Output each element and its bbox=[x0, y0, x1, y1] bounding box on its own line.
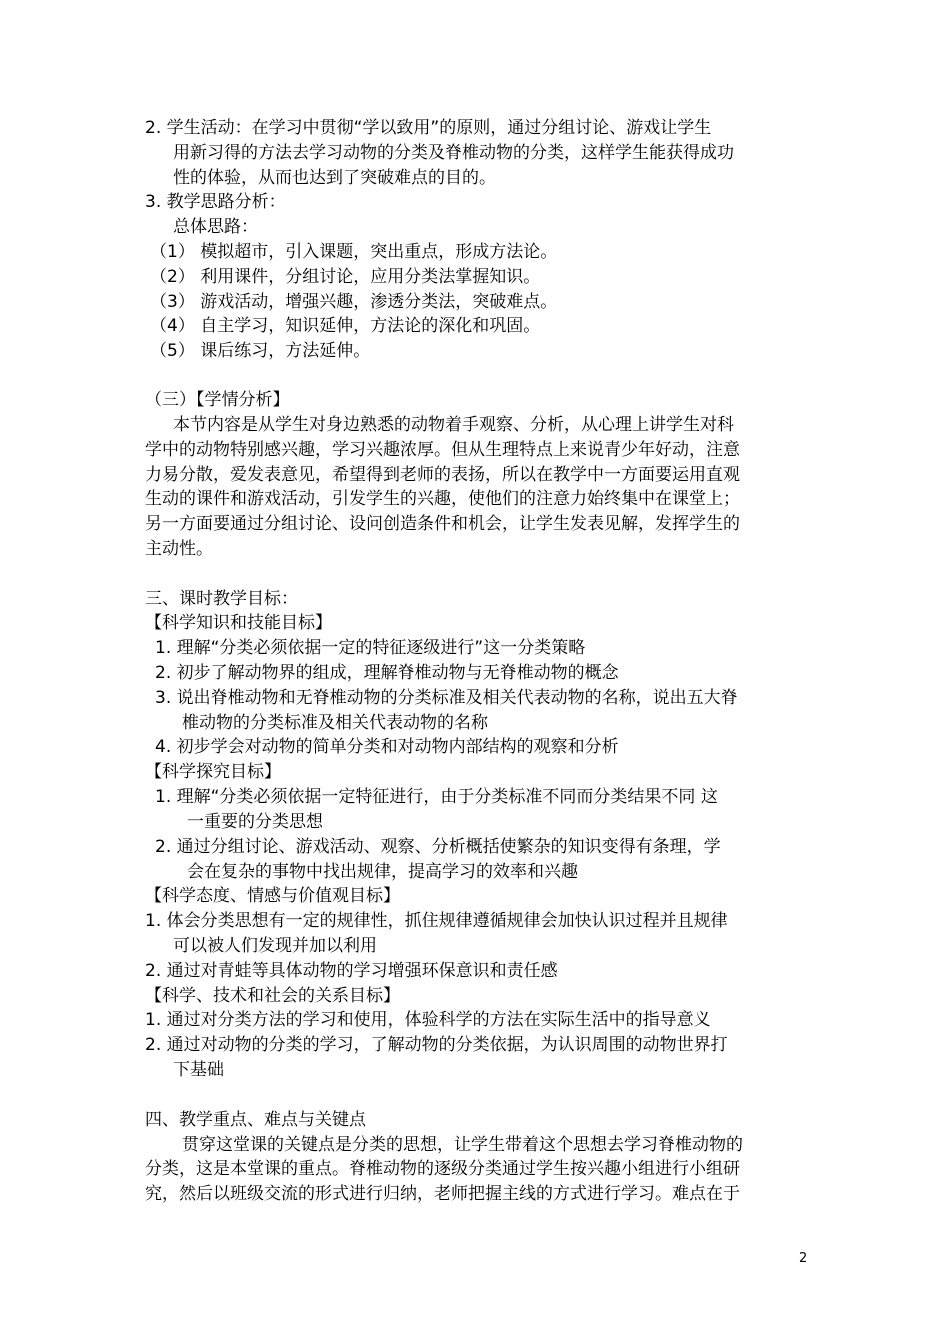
text-line: 2. 初步了解动物界的组成，理解脊椎动物与无脊椎动物的概念 bbox=[155, 663, 619, 683]
text-line: 分类，这是本堂课的重点。脊椎动物的逐级分类通过学生按兴趣小组进行小组研 bbox=[145, 1159, 740, 1179]
page-number: 2 bbox=[799, 1251, 808, 1266]
text-line: 3. 教学思路分析： bbox=[145, 192, 286, 212]
text-line: 本节内容是从学生对身边熟悉的动物着手观察、分析，从心理上讲学生对科 bbox=[173, 415, 734, 435]
text-line: （4） 自主学习，知识延伸，方法论的深化和巩固。 bbox=[150, 316, 541, 336]
text-line: 贯穿这堂课的关键点是分类的思想，让学生带着这个思想去学习脊椎动物的 bbox=[182, 1135, 743, 1155]
text-line: 3. 说出脊椎动物和无脊椎动物的分类标准及相关代表动物的名称，说出五大脊 bbox=[155, 688, 738, 708]
text-line: 2. 通过对动物的分类的学习，了解动物的分类依据，为认识周围的动物世界打 bbox=[145, 1035, 728, 1055]
text-line: 生动的课件和游戏活动，引发学生的兴趣，使他们的注意力始终集中在课堂上； bbox=[145, 489, 740, 509]
text-line: 力易分散，爱发表意见，希望得到老师的表扬，所以在教学中一方面要运用直观 bbox=[145, 465, 740, 485]
subsection-heading: 【科学知识和技能目标】 bbox=[145, 613, 332, 633]
text-line: （3） 游戏活动，增强兴趣，渗透分类法，突破难点。 bbox=[150, 292, 558, 312]
text-line: （2） 利用课件，分组讨论，应用分类法掌握知识。 bbox=[150, 267, 541, 287]
subsection-heading: 【科学探究目标】 bbox=[145, 762, 281, 782]
text-line: 总体思路： bbox=[173, 217, 258, 237]
text-line: 椎动物的分类标准及相关代表动物的名称 bbox=[182, 713, 488, 733]
text-line: （5） 课后练习，方法延伸。 bbox=[150, 341, 371, 361]
section-heading: （三）【学情分析】 bbox=[145, 390, 290, 410]
text-line: 1. 体会分类思想有一定的规律性，抓住规律遵循规律会加快认识过程并且规律 bbox=[145, 911, 728, 931]
text-line: 4. 初步学会对动物的简单分类和对动物内部结构的观察和分析 bbox=[155, 737, 619, 757]
section-heading: 三、课时教学目标： bbox=[145, 589, 298, 609]
text-line: 1. 理解“分类必须依据一定的特征逐级进行”这一分类策略 bbox=[155, 638, 586, 658]
text-line: 学中的动物特别感兴趣，学习兴趣浓厚。但从生理特点上来说青少年好动，注意 bbox=[145, 440, 740, 460]
text-line: 性的体验，从而也达到了突破难点的目的。 bbox=[173, 168, 496, 188]
text-line: 一重要的分类思想 bbox=[187, 812, 323, 832]
text-line: 1. 理解“分类必须依据一定特征进行，由于分类标准不同而分类结果不同 这 bbox=[155, 787, 718, 807]
text-line: 可以被人们发现并加以利用 bbox=[173, 936, 377, 956]
text-line: 下基础 bbox=[173, 1060, 224, 1080]
text-line: 究，然后以班级交流的形式进行归纳，老师把握主线的方式进行学习。难点在于 bbox=[145, 1184, 740, 1204]
text-line: （1） 模拟超市，引入课题，突出重点，形成方法论。 bbox=[150, 242, 558, 262]
text-line: 2. 通过对青蛙等具体动物的学习增强环保意识和责任感 bbox=[145, 961, 558, 981]
text-line: 1. 通过对分类方法的学习和使用，体验科学的方法在实际生活中的指导意义 bbox=[145, 1010, 711, 1030]
text-line: 另一方面要通过分组讨论、设问创造条件和机会，让学生发表见解，发挥学生的 bbox=[145, 514, 740, 534]
text-line: 2. 通过分组讨论、游戏活动、观察、分析概括使繁杂的知识变得有条理，学 bbox=[155, 837, 721, 857]
subsection-heading: 【科学态度、情感与价值观目标】 bbox=[145, 886, 400, 906]
subsection-heading: 【科学、技术和社会的关系目标】 bbox=[145, 986, 400, 1006]
text-line: 用新习得的方法去学习动物的分类及脊椎动物的分类，这样学生能获得成功 bbox=[173, 143, 734, 163]
text-line: 主动性。 bbox=[145, 539, 213, 559]
text-line: 会在复杂的事物中找出规律，提高学习的效率和兴趣 bbox=[187, 862, 578, 882]
section-heading: 四、教学重点、难点与关键点 bbox=[145, 1110, 366, 1130]
text-line: 2. 学生活动：在学习中贯彻“学以致用”的原则，通过分组讨论、游戏让学生 bbox=[145, 118, 712, 138]
